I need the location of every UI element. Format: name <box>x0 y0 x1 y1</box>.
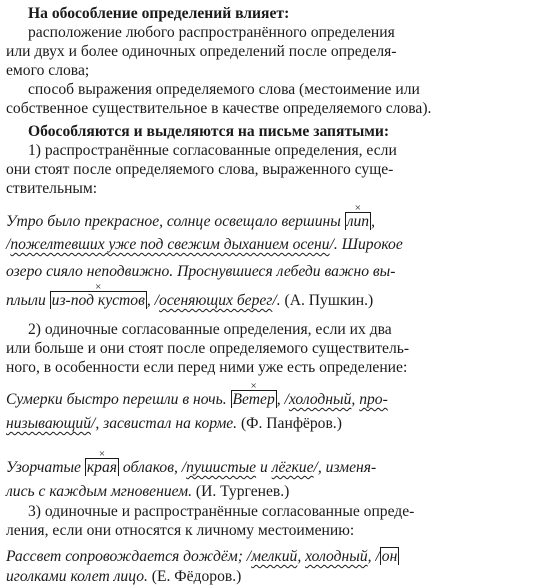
text-line: 3) одиночные и распространённые согласованные опреде- <box>28 503 415 520</box>
example-text: /, засвистал на корме. <box>91 415 241 432</box>
text-line: они стоят после определяемого слова, выраженного суще- <box>6 161 394 178</box>
punctuation: , / <box>276 391 289 408</box>
defined-noun: × Ветер <box>231 390 277 408</box>
factor-1-cont <box>6 42 397 80</box>
text-line: емого слова; <box>6 62 90 80</box>
adjective: про- <box>359 391 388 408</box>
example-4-line-1 <box>6 547 399 566</box>
rule-2 <box>28 320 392 339</box>
text-line: ного, в особенности если перед ними уже есть определение: <box>6 359 408 377</box>
punctuation: , / <box>146 292 160 309</box>
example-text: облаков, / <box>119 459 187 476</box>
text-line: 1) распространённые согласованные определения, если <box>28 142 397 159</box>
rule-1 <box>28 141 397 160</box>
adjective: лёгкие <box>271 459 314 476</box>
example-text: Сумерки быстро перешли в ночь. <box>6 391 231 408</box>
example-1-line-4 <box>6 291 373 310</box>
example-text: и <box>256 459 272 476</box>
example-text: /. Широкое <box>329 236 403 253</box>
defined-noun: × края <box>85 458 119 476</box>
text-line: способ выражения определяемого слова (местоимение или <box>28 81 420 98</box>
text-line: собственное существительное в качестве определяемого слова). <box>6 100 432 117</box>
heading-factors-text: На обособление определений влияет: <box>28 5 290 22</box>
factor-2 <box>28 80 420 99</box>
example-2-line-1 <box>6 390 388 409</box>
text-line: 2) одиночные согласованные определения, если их два <box>28 321 392 338</box>
rule-2-cont <box>6 339 409 377</box>
rule-1-cont <box>6 160 393 198</box>
example-text: плыли <box>6 292 50 309</box>
heading-separated <box>28 122 389 141</box>
adjective: холодный <box>305 548 368 565</box>
example-text: /, изменя- <box>313 459 377 476</box>
participial-phrase: пожелтевших уже под свежим дыханием осени <box>10 236 330 253</box>
example-1-line-1 <box>6 212 375 231</box>
heading-factors <box>28 4 289 23</box>
adjective: низывающий <box>6 415 91 432</box>
example-text: лись с каждым мгновением. <box>6 483 196 500</box>
adjective: мелкий <box>251 548 298 565</box>
example-1-line-3 <box>6 262 395 281</box>
slash-mark: / <box>6 236 11 253</box>
example-text: иголками колет лицо. <box>6 568 152 585</box>
author: (Е. Фёдоров.) <box>151 568 242 585</box>
punctuation: /. <box>272 292 285 309</box>
factor-1 <box>28 23 395 42</box>
text-line: ления, если они относятся к личному местоимению: <box>6 522 355 539</box>
example-4-line-2 <box>6 567 241 586</box>
example-text: Утро было прекрасное, солнце освещало вершины <box>6 213 345 230</box>
example-text: Узорчатые <box>6 459 85 476</box>
punctuation: , <box>351 391 360 408</box>
adjective: пушистые <box>186 459 257 476</box>
factor-2-cont <box>6 99 431 118</box>
example-1-line-2 <box>6 235 403 254</box>
author: (И. Тургенев.) <box>195 483 290 500</box>
text-line: или двух и более одиночных определений после определя- <box>6 43 397 60</box>
punctuation: , <box>371 213 376 230</box>
participial-phrase: осеняющих берег <box>159 292 273 309</box>
rule-3 <box>28 502 414 521</box>
heading-separated-text: Обособляются и выделяются на письме запятыми: <box>28 123 390 140</box>
adjective: холодный <box>288 391 352 408</box>
example-text: Рассвет сопровождается дождём; / <box>6 548 252 565</box>
author: (Ф. Панфёров.) <box>240 415 342 432</box>
example-2-line-2 <box>6 414 342 433</box>
defined-noun: × лип <box>345 212 371 230</box>
example-3-line-2 <box>6 482 289 501</box>
text-line: расположение любого распространённого определения <box>28 24 395 41</box>
rule-3-cont <box>6 521 354 540</box>
author: (А. Пушкин.) <box>284 292 374 309</box>
pronoun: он <box>381 548 398 565</box>
defined-noun: × из-под кустов <box>50 291 147 309</box>
punctuation: , <box>297 548 306 565</box>
example-text: озеро сияло неподвижно. Проснувшиеся лебеди важно вы- <box>6 263 396 280</box>
punctuation: , / <box>367 548 380 565</box>
example-3-line-1 <box>6 458 376 477</box>
text-line: или больше и они стоят после определяемого существитель- <box>6 340 410 357</box>
text-line: ствительным: <box>6 180 98 198</box>
